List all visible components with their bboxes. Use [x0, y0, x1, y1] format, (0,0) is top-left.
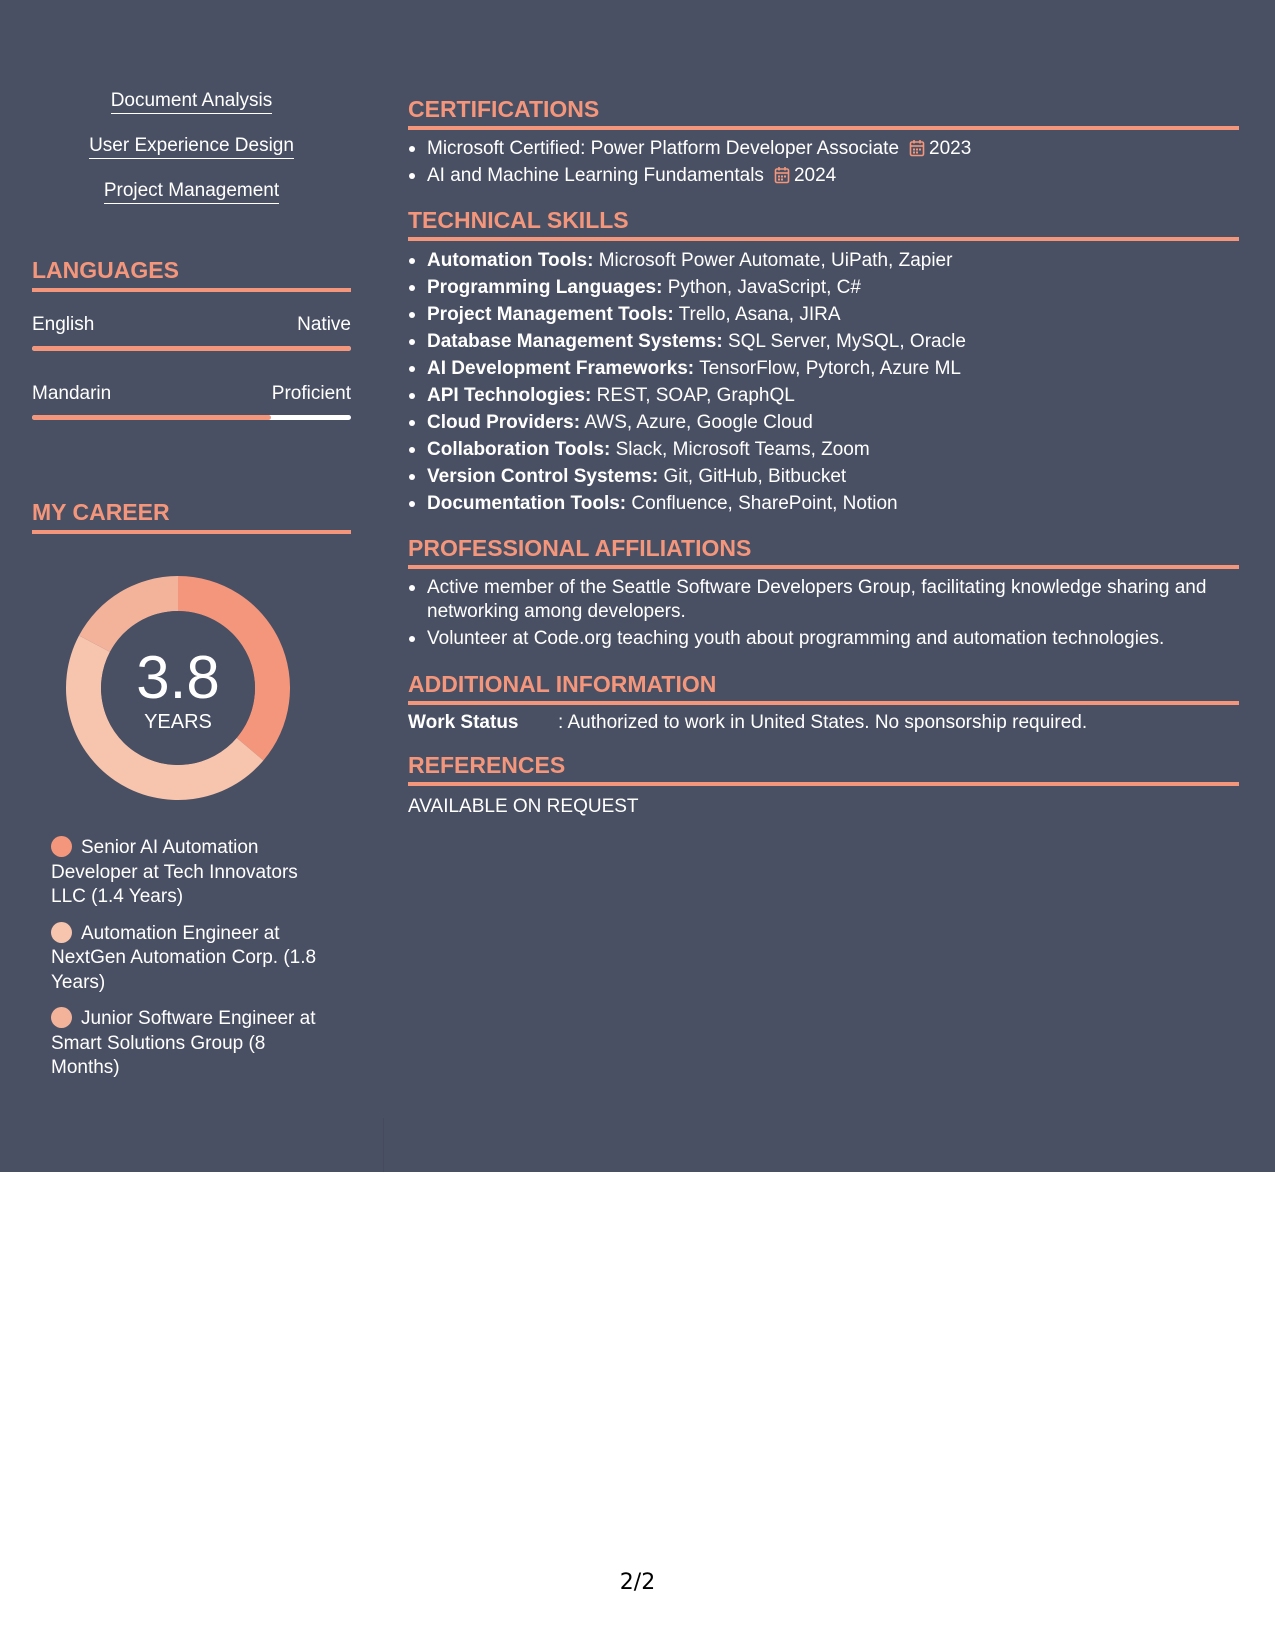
career-donut-chart — [66, 576, 290, 800]
technical-skill-item — [408, 328, 1239, 355]
technical-skills-heading: TECHNICAL SKILLS — [408, 206, 1239, 241]
references-text: AVAILABLE ON REQUEST — [408, 796, 639, 817]
skill-category: API Technologies: — [427, 385, 592, 406]
certifications-heading: CERTIFICATIONS — [408, 95, 1239, 130]
skill-item — [32, 178, 351, 223]
career-legend-item — [51, 1007, 331, 1081]
career-legend-label: Junior Software Engineer at Smart Solutions Group (8 Months) — [51, 1008, 316, 1078]
skill-label: Project Management — [104, 180, 279, 204]
work-status-label: Work Status — [408, 712, 519, 733]
legend-dot-icon — [51, 836, 72, 857]
skill-values: Trello, Asana, JIRA — [678, 304, 841, 325]
page-number: 2/2 — [619, 1570, 656, 1595]
skill-list — [32, 88, 351, 223]
certification-name: Microsoft Certified: Power Platform Developer Associate — [427, 138, 900, 159]
skill-values: SQL Server, MySQL, Oracle — [727, 331, 966, 352]
certification-year: 2023 — [929, 138, 972, 159]
calendar-icon — [774, 166, 790, 184]
certifications-list — [408, 135, 1239, 189]
skill-values: TensorFlow, Pytorch, Azure ML — [699, 358, 961, 379]
affiliations-list — [408, 576, 1239, 654]
language-proficiency-fill — [32, 415, 271, 420]
technical-skill-item — [408, 490, 1239, 517]
skill-category: Project Management Tools: — [427, 304, 674, 325]
skill-values: REST, SOAP, GraphQL — [596, 385, 795, 406]
work-status-row — [408, 711, 1087, 735]
affiliation-item: Active member of the Seattle Software Developers Group, facilitating knowledge sharing and networking among developers. — [408, 576, 1239, 624]
career-legend-label: Senior AI Automation Developer at Tech Innovators LLC (1.4 Years) — [51, 837, 298, 907]
technical-skill-item — [408, 247, 1239, 274]
certification-item — [408, 162, 1239, 189]
language-proficiency-fill — [32, 346, 351, 351]
certification-name: AI and Machine Learning Fundamentals — [427, 165, 764, 186]
technical-skill-item — [408, 274, 1239, 301]
certification-item — [408, 135, 1239, 162]
skill-values: Microsoft Power Automate, UiPath, Zapier — [598, 250, 953, 271]
career-legend-item — [51, 836, 331, 910]
skill-category: AI Development Frameworks: — [427, 358, 695, 379]
language-level: Proficient — [271, 383, 351, 404]
skill-values: Slack, Microsoft Teams, Zoom — [615, 439, 870, 460]
certification-year: 2024 — [793, 165, 837, 186]
technical-skill-item — [408, 409, 1239, 436]
affiliations-heading: PROFESSIONAL AFFILIATIONS — [408, 534, 1239, 569]
skill-category: Documentation Tools: — [427, 493, 627, 514]
skill-category: Cloud Providers: — [427, 412, 581, 433]
technical-skill-item — [408, 436, 1239, 463]
career-legend-label: Automation Engineer at NextGen Automation Corp. (1.8 Years) — [51, 922, 317, 993]
skill-values: Confluence, SharePoint, Notion — [631, 493, 898, 514]
language-name: English — [32, 314, 95, 335]
skill-category: Database Management Systems: — [427, 331, 723, 352]
work-status-value: : Authorized to work in United States. No sponsorship required. — [558, 712, 1088, 733]
skill-label: Document Analysis — [111, 90, 273, 114]
technical-skill-item — [408, 301, 1239, 328]
technical-skill-item — [408, 463, 1239, 490]
affiliation-item: Volunteer at Code.org teaching youth about programming and automation technologies. — [408, 627, 1239, 651]
legend-dot-icon — [51, 922, 72, 943]
skill-values: Git, GitHub, Bitbucket — [663, 466, 847, 487]
legend-dot-icon — [51, 1007, 72, 1028]
technical-skill-item — [408, 355, 1239, 382]
calendar-icon — [909, 139, 925, 157]
language-proficiency-bar — [32, 415, 351, 420]
technical-skill-item — [408, 382, 1239, 409]
skill-category: Automation Tools: — [427, 250, 594, 271]
skill-item — [32, 133, 351, 178]
career-heading: MY CAREER — [32, 498, 351, 534]
career-years-unit: YEARS — [144, 711, 212, 733]
skill-category: Programming Languages: — [427, 277, 663, 298]
languages-heading: LANGUAGES — [32, 256, 351, 292]
technical-skills-list — [408, 247, 1239, 517]
career-legend-item — [51, 922, 331, 996]
skill-item — [32, 88, 351, 133]
additional-info-heading: ADDITIONAL INFORMATION — [408, 670, 1239, 705]
language-level: Native — [297, 314, 351, 335]
career-total-years: 3.8 — [136, 644, 220, 711]
column-divider — [383, 1118, 384, 1172]
references-heading: REFERENCES — [408, 751, 1239, 786]
skill-values: AWS, Azure, Google Cloud — [584, 412, 813, 433]
skill-category: Version Control Systems: — [427, 466, 659, 487]
skill-label: User Experience Design — [89, 135, 294, 159]
career-legend — [51, 836, 331, 1093]
skill-values: Python, JavaScript, C# — [667, 277, 861, 298]
language-proficiency-bar — [32, 346, 351, 351]
skill-category: Collaboration Tools: — [427, 439, 611, 460]
language-name: Mandarin — [32, 383, 112, 404]
